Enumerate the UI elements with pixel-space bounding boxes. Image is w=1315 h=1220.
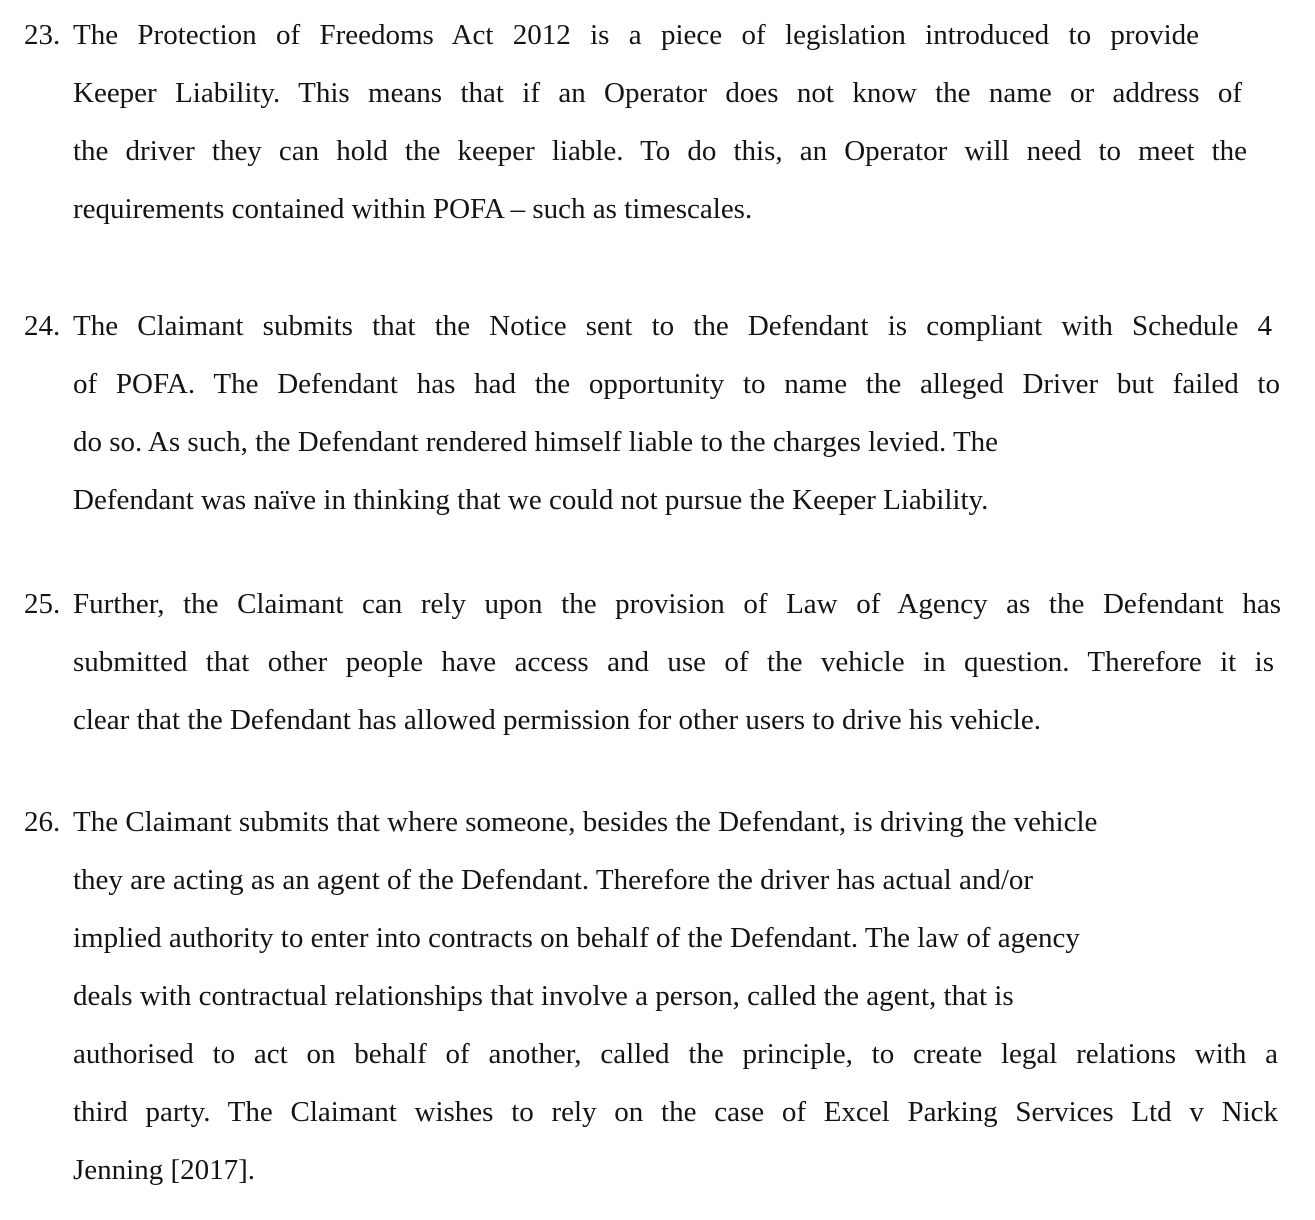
paragraph-number: 26. [24, 806, 61, 838]
paragraph-number: 24. [24, 310, 61, 342]
paragraph-line: Further, the Claimant can rely upon the provision of Law of Agency as the Defendant has [73, 588, 1281, 620]
paragraph-line: The Claimant submits that the Notice sent to the Defendant is compliant with Schedule 4 [73, 310, 1272, 342]
paragraph-line: Jenning [2017]. [73, 1154, 256, 1186]
paragraph-line: third party. The Claimant wishes to rely on the case of Excel Parking Services Ltd v Nick [73, 1096, 1278, 1128]
paragraph-number: 25. [24, 588, 61, 620]
paragraph-line: the driver they can hold the keeper liable. To do this, an Operator will need to meet the [73, 135, 1247, 167]
paragraph-line: The Protection of Freedoms Act 2012 is a piece of legislation introduced to provide [73, 19, 1199, 51]
paragraph-line: clear that the Defendant has allowed permission for other users to drive his vehicle. [73, 704, 1041, 736]
paragraph-line: do so. As such, the Defendant rendered himself liable to the charges levied. The [73, 426, 999, 458]
paragraph-line: deals with contractual relationships that involve a person, called the agent, that is [73, 980, 1014, 1012]
paragraph-line: of POFA. The Defendant has had the opportunity to name the alleged Driver but failed to [73, 368, 1280, 400]
paragraph-line: implied authority to enter into contracts on behalf of the Defendant. The law of agency [73, 922, 1080, 954]
paragraph-line: requirements contained within POFA – such as timescales. [73, 193, 753, 225]
paragraph-line: submitted that other people have access and use of the vehicle in question. Therefore it is [73, 646, 1274, 678]
paragraph-line: Keeper Liability. This means that if an Operator does not know the name or address of [73, 77, 1242, 109]
paragraph-line: authorised to act on behalf of another, called the principle, to create legal relations with a [73, 1038, 1278, 1070]
paragraph-line: Defendant was naïve in thinking that we could not pursue the Keeper Liability. [73, 484, 989, 516]
paragraph-line: The Claimant submits that where someone, besides the Defendant, is driving the vehicle [73, 806, 1098, 838]
paragraph-line: they are acting as an agent of the Defendant. Therefore the driver has actual and/or [73, 864, 1034, 896]
paragraph-number: 23. [24, 19, 61, 51]
